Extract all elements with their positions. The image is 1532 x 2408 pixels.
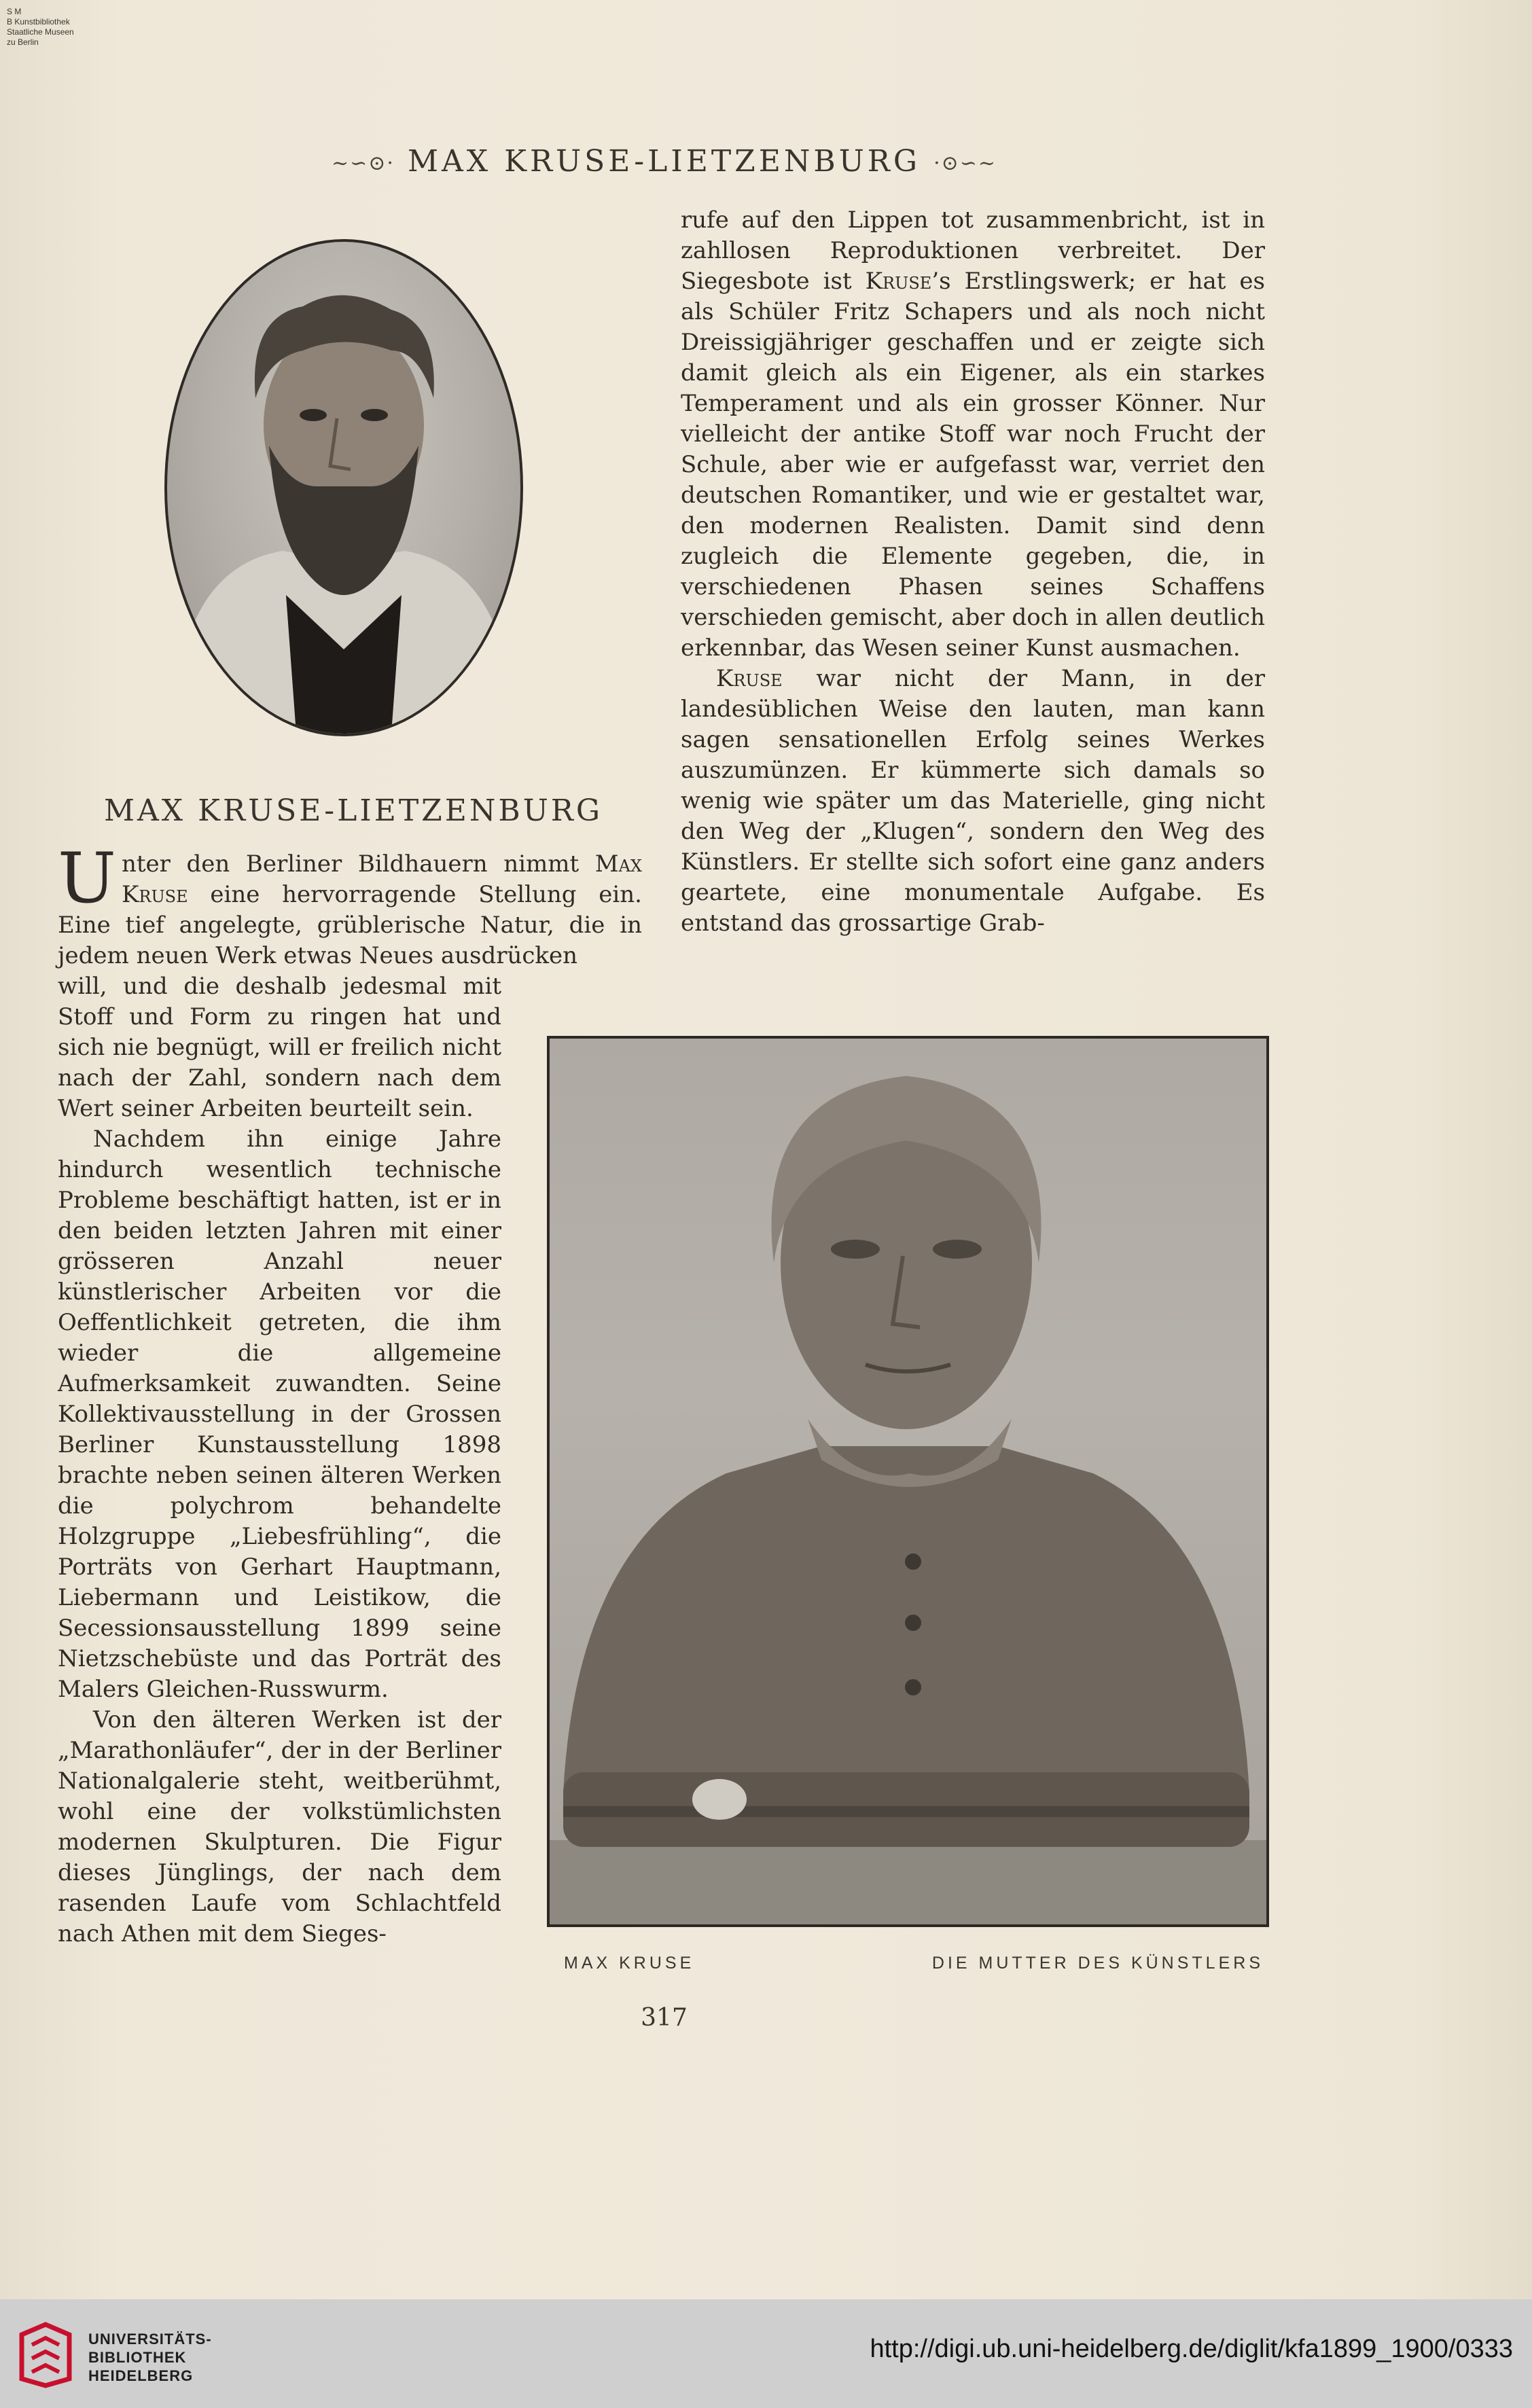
digitization-footer xyxy=(0,2299,1532,2408)
library-stamp xyxy=(7,7,102,48)
stamp-line: zu Berlin xyxy=(7,37,39,47)
intro-text-a: nter den Berliner Bildhauern nimmt xyxy=(121,850,595,878)
article-title: MAX KRUSE-LIETZENBURG xyxy=(103,793,603,828)
figure-caption xyxy=(564,1954,1264,1973)
library-name-line: BIBLIOTHEK xyxy=(88,2349,187,2366)
paragraph xyxy=(681,205,1265,664)
paragraph-text: rufe auf den Lippen tot zusammenbricht, ist in zahllosen Reproduktionen verbreitet. Der Siegesbote ist xyxy=(681,206,1265,295)
library-name-line: HEIDELBERG xyxy=(88,2367,194,2384)
library-logo-icon xyxy=(15,2321,76,2389)
intro-text-b: eine hervorragende Stellung ein. Eine tief angelegte, grüblerische Natur, die in jedem neuen Werk etwas Neues ausdrücken xyxy=(58,881,642,969)
stamp-line: S M xyxy=(7,7,22,16)
caption-title: DIE MUTTER DES KÜNSTLERS xyxy=(931,1954,1264,1973)
artist-name: Max Kruse xyxy=(121,850,642,908)
artist-name: Kruse xyxy=(716,665,783,692)
stamp-line: B Kunstbibliothek xyxy=(7,17,70,26)
drop-cap: U xyxy=(58,838,116,919)
paragraph: will, und die deshalb jedesmal mit Stoff und Form zu ringen hat und sich nie begnügt, will er freilich nicht nach der Zahl, sondern nach dem Wert seiner Arbeiten beurteilt sein. xyxy=(58,973,501,1122)
page-number: 317 xyxy=(641,2004,688,2032)
running-head-text: MAX KRUSE-LIETZENBURG xyxy=(407,144,921,179)
paragraph xyxy=(681,664,1265,939)
paragraph: Von den älteren Werken ist der „Marathonläufer“, der in der Berliner Nationalgalerie steht, weitberühmt, wohl eine der volkstümlichsten modernen Skulpturen. Die Figur dieses Jünglings, der nach dem rasenden Laufe vom Schlachtfeld nach Athen mit dem Sieges- xyxy=(58,1706,501,1947)
left-column-narrow xyxy=(58,971,501,1949)
left-ornament-icon: ~∽⊙· xyxy=(331,151,395,175)
paragraph-text: war nicht der Mann, in der landesüblichen Weise den lauten, man kann sagen sensationellen Erfolg seines Werkes auszumünzen. Er kümmerte sich damals so wenig wie später um das Materielle, ging nicht den Weg der „Klugen“, sondern den Weg des Künstlers. Er stellte sich sofort eine ganz anders geartete, eine monumentale Aufgabe. Es entstand das grossartige Grab- xyxy=(681,665,1265,937)
artist-name: Kruse xyxy=(865,268,932,295)
library-name xyxy=(88,2330,212,2385)
bust-photo xyxy=(547,1036,1269,1927)
library-name-line: UNIVERSITÄTS- xyxy=(88,2331,212,2348)
running-head xyxy=(0,144,1328,179)
portrait-photo xyxy=(164,239,523,736)
permalink-url[interactable]: http://digi.ub.uni-heidelberg.de/diglit/kfa1899_1900/0333 xyxy=(870,2335,1513,2363)
right-ornament-icon: ·⊙∽~ xyxy=(933,151,997,175)
intro-paragraph xyxy=(58,838,642,971)
stamp-line: Staatliche Museen xyxy=(7,27,74,37)
caption-artist: MAX KRUSE xyxy=(564,1954,695,1973)
right-column xyxy=(681,205,1265,939)
paragraph-text: ’s Erstlingswerk; er hat es als Schüler Fritz Schapers und als noch nicht Dreissigjähriger geschaffen und er zeigte sich damit gleich als ein Eigener, als ein starkes Temperament und als ein grosser Könner. Nur vielleicht der antike Stoff war noch Frucht der Schule, aber wie er aufgefasst war, verriet den deutschen Romantiker, und wie er gestaltet war, den modernen Realisten. Damit sind denn zugleich die Elemente gegeben, die, in verschiedenen Phasen seines Schaffens verschieden gemischt, aber doch in allen deutlich erkennbar, das Wesen seiner Kunst ausmachen. xyxy=(681,268,1265,662)
paragraph: Nachdem ihn einige Jahre hindurch wesentlich technische Probleme beschäftigt hatten, ist er in den beiden letzten Jahren mit einer grösseren Anzahl neuer künstlerischer Arbeiten vor die Oeffentlichkeit getreten, die ihm wieder die allgemeine Aufmerksamkeit zuwandten. Seine Kollektivausstellung in der Grossen Berliner Kunstausstellung 1898 brachte neben seinen älteren Werken die polychrom behandelte Holzgruppe „Liebesfrühling“, die Porträts von Gerhart Hauptmann, Liebermann und Leistikow, die Secessionsausstellung 1899 seine Nietzschebüste und das Porträt des Malers Gleichen-Russwurm. xyxy=(58,1126,501,1703)
